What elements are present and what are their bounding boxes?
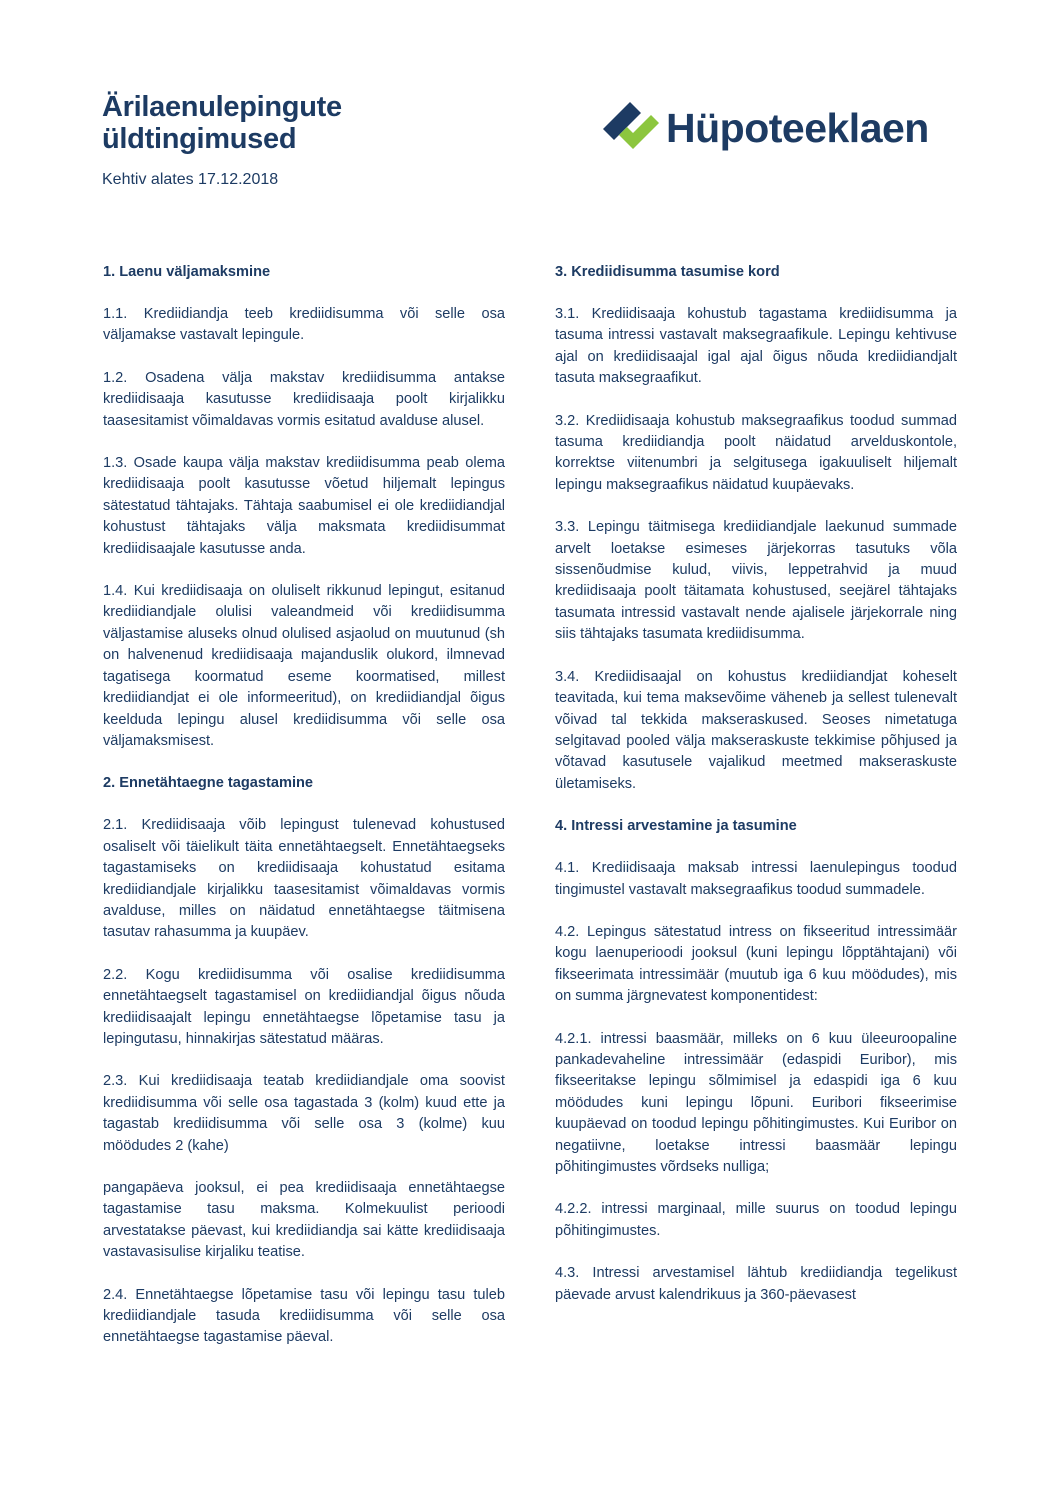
title-line-1: Ärilaenulepingute (102, 91, 342, 123)
clause-1-4: 1.4. Kui krediidisaaja on oluliselt rikkunud lepingut, esitanud krediidiandjale olulisi valeandmeid või krediidisumma väljastamise aluseks olnud olulised asjaolud on muutunud (sh on halvenenud krediidisaaja majanduslik olukord, ilmnevad tagatisega koormatud eseme koormatised, millest krediidiandjat ei ole informeeritud), on krediidiandjal õigus keelduda lepingu alusel krediidisumma või selle osa väljamaksmisest. (103, 583, 505, 749)
title-line-2: üldtingimused (102, 123, 297, 155)
clause-3-2: 3.2. Krediidisaaja kohustub maksegraafikus toodud summad tasuma krediidiandja poolt näidatud arvelduskontole, korrektse viitenumbri ja selgitusega igakuuliselt hiljemalt lepingu maksegraafikus näidatud kuupäevaks. (555, 412, 957, 493)
section-1-heading: 1. Laenu väljamaksmine (103, 264, 271, 280)
company-logo (603, 100, 963, 160)
clause-4-2: 4.2. Lepingus sätestatud intress on fikseeritud intressimäär kogu laenuperioodi jooksul (kuni lepingu lõpptähtajani) või fikseerimata intressimäär (muutub iga 6 kuu möödudes), mis on summa järgnevatest komponentidest: (555, 923, 957, 1005)
clause-3-1: 3.1. Krediidisaaja kohustub tagastama krediidisumma ja tasuma intressi vastavalt maksegraafikule. Lepingu kehtivuse ajal on krediidisaajal igal ajal õigus nõuda krediidiandjalt tasuta maksegraafikut. (555, 306, 957, 387)
logo-wordmark: Hüpoteeklaen (666, 105, 929, 151)
section-2-heading: 2. Ennetähtaegne tagastamine (103, 775, 314, 792)
left-column (103, 262, 505, 1370)
document-title (102, 91, 522, 155)
clause-4-2-1: 4.2.1. intressi baasmäär, milleks on 6 kuu üleeuroopaline pankadevaheline intressimäär (edaspidi Euribor), mis fikseeritakse lepingu sõlmimisel ja edaspidi iga 6 kuu möödudes kuni lepingu lõpuni. Euribori fikseerimise kuupäevad on toodud lepingu põhitingimustes. Kui Euribor on negatiivne, loetakse intressi baasmäär lepingu põhitingimustes võrdseks nulliga; (555, 1030, 957, 1175)
section-4-heading: 4. Intressi arvestamine ja tasumine (555, 818, 797, 835)
clause-4-1: 4.1. Krediidisaaja maksab intressi laenulepingus toodud tingimustel vastavalt maksegraafikus toodud summadele. (555, 860, 957, 898)
clause-1-1: 1.1. Krediidiandja teeb krediidisumma või selle osa väljamakse vastavalt lepingule. (103, 306, 505, 344)
clause-2-1: 2.1. Krediidisaaja võib lepingust tulenevad kohustused osaliselt või täielikult täita ennetähtaegselt. Ennetähtaegseks tagastamiseks on krediidisaaja kohustatud esitama krediidiandjale kirjalikku taasesitamist võimaldavas vormis avalduse, milles on näidatud ennetähtaegse täitmisena tasutav rahasumma ja kuupäev. (103, 817, 505, 941)
clause-1-2: 1.2. Osadena välja makstav krediidisumma antakse krediidisaaja kasutusse krediidisaaja poolt kirjalikku taasesitamist võimaldavas vormis esitatud avalduse alusel. (103, 369, 505, 429)
clause-2-3: 2.3. Kui krediidisaaja teatab krediidiandjale oma soovist krediidisumma või selle osa tagastada 3 (kolm) kuud ette ja tagastab krediidisumma või selle osa 3 (kolme) kuu möödudes 2 (kahe) (103, 1073, 505, 1154)
clause-2-3-continued: pangapäeva jooksul, ei pea krediidisaaja ennetähtaegse tagastamise tasu maksma. Kolmekuulist perioodi arvestatakse päevast, kui krediidiandja sai kätte krediidisaaja vastavasisulise kirjaliku teatise. (103, 1180, 505, 1261)
logo-mark-icon (603, 102, 661, 156)
clause-3-3: 3.3. Lepingu täitmisega krediidiandjale laekunud summade arvelt loetakse esimeses järjekorras tasutuks võla sissenõudmise kulud, viivis, leppetrahvid ja muud krediidisaaja poolt täitamata kohustused, seejärel tähtajaks tasumata intressid vastavalt nende ajalisele järjekorrale ning siis tähtajaks tasumata krediidisumma. (555, 519, 957, 643)
effective-date: Kehtiv alates 17.12.2018 (102, 171, 279, 188)
clause-2-2: 2.2. Kogu krediidisumma või osalise krediidisumma ennetähtaegselt tagastamisel on krediidiandjal õigus nõuda krediidisaajalt lepingu ennetähtaegse lõpetamise tasu ja lepingutasu, hinnakirjas sätestatud määras. (103, 966, 505, 1047)
clause-4-3: 4.3. Intressi arvestamisel lähtub krediidiandja tegelikust päevade arvust kalendrikuus ja 360-päevasest (555, 1265, 957, 1303)
clause-1-3: 1.3. Osade kaupa välja makstav krediidisumma peab olema krediidisaaja poolt kasutusse võetud hiljemalt lepingus sätestatud tähtajaks. Tähtaja saabumisel ei ole krediidiandjal kohustust tähtajaks välja maksmata krediidisummat krediidisaajale kasutusse anda. (103, 455, 505, 557)
clause-3-4: 3.4. Krediidisaajal on kohustus krediidiandjat koheselt teavitada, kui tema maksevõime väheneb ja sellest tulenevalt võivad tal tekkida makseraskused. Seoses nimetatuga selgitavad pooled välja makseraskuste tekkimise põhjused ja võtavad kasutusele vajalikud meetmed makseraskuste ületamiseks. (555, 668, 957, 792)
clause-4-2-2: 4.2.2. intressi marginaal, mille suurus on toodud lepingu põhitingimustes. (555, 1201, 957, 1239)
section-3-heading: 3. Krediidisumma tasumise kord (555, 264, 780, 280)
right-column (555, 262, 957, 1327)
clause-2-4: 2.4. Ennetähtaegse lõpetamise tasu või lepingu tasu tuleb krediidiandjale tasuda krediidisumma või selle osa ennetähtaegse tagastamise päeval. (103, 1286, 505, 1346)
